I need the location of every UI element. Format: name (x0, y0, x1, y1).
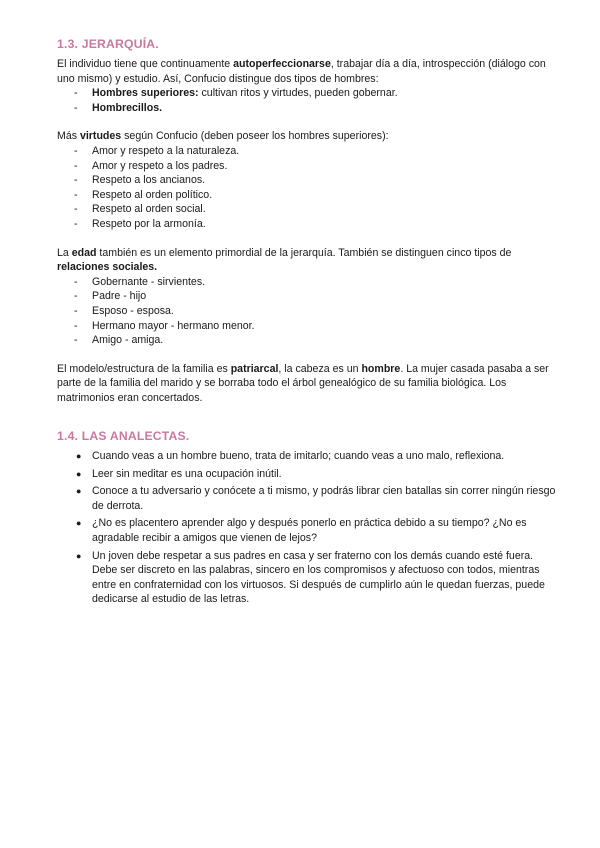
virtues-list (57, 144, 557, 232)
list-item: - Gobernante - sirvientes. (74, 275, 206, 288)
list-item: ● Leer sin meditar es una ocupación inútil. (76, 467, 282, 480)
bullet-icon: ● (76, 550, 82, 561)
list-item: - Esposo - esposa. (74, 304, 174, 317)
list-item: - Respeto a los ancianos. (74, 174, 206, 187)
list-item: - Amor y respeto a la naturaleza. (74, 144, 240, 157)
intro-paragraph: El individuo tiene que continuamente autoperfeccionarse, trabajar día a día, introspección (diálogo con uno mismo) y estudio. Así, Confucio distingue dos tipos de hombres: (57, 58, 546, 85)
list-item: - Padre - hijo (74, 290, 147, 303)
list-item: - Amigo - amiga. (74, 334, 164, 347)
list-item: ● ¿No es placentero aprender algo y después ponerlo en práctica debido a su tiempo? ¿No es agradable recibir a amigos que vienen de lejos? (76, 517, 527, 544)
relations-list (57, 275, 557, 348)
list-item: - Hombres superiores: cultivan ritos y virtudes, pueden gobernar. (74, 87, 398, 100)
virtues-intro: Más virtudes según Confucio (deben poseer los hombres superiores): (57, 130, 389, 143)
section-heading: 1.4. LAS ANALECTAS. (57, 429, 190, 443)
list-item: - Hombrecillos. (74, 101, 163, 114)
list-item: - Respeto por la armonía. (74, 217, 206, 230)
list-item: - Amor y respeto a los padres. (74, 159, 228, 172)
list-item: ● Cuando veas a un hombre bueno, trata de imitarlo; cuando veas a uno malo, reflexiona. (76, 450, 505, 462)
section-heading: 1.3. JERARQUÍA. (57, 37, 159, 51)
bullet-icon: ● (76, 518, 82, 529)
list-item: - Respeto al orden político. (74, 188, 213, 201)
list-item: - Respeto al orden social. (74, 203, 206, 216)
list-item: ● Conoce a tu adversario y conócete a ti mismo, y podrás librar cien batallas sin correr ningún riesgo de derrota. (76, 485, 556, 512)
list-item: - Hermano mayor - hermano menor. (74, 319, 255, 332)
bullet-icon: ● (76, 468, 82, 479)
man-types-list (57, 86, 557, 115)
family-paragraph: El modelo/estructura de la familia es patriarcal, la cabeza es un hombre. La mujer casada pasaba a ser parte de la familia del marido y se borraba todo el árbol genealógico de su familia biológica. Los matrimonios eran concertados. (57, 362, 549, 404)
quotes-list (57, 449, 557, 607)
bullet-icon: ● (76, 486, 82, 497)
section-jerarquia (57, 36, 557, 405)
list-item: ● Un joven debe respetar a sus padres en casa y ser fraterno con los demás cuando esté fuera. Debe ser discreto en las palabras, sincero en los compromisos y afectuoso con todos, mientras entre en confraternidad con los virtuosos. Si después de cumplirlo aún le quedan fuerzas, puede dedicarse al estudio de las letras. (76, 549, 545, 606)
bullet-icon: ● (76, 451, 82, 461)
age-paragraph: La edad también es un elemento primordial de la jerarquía. También se distinguen cinco tipos de relaciones sociales. (57, 246, 512, 274)
section-analectas (57, 428, 557, 610)
